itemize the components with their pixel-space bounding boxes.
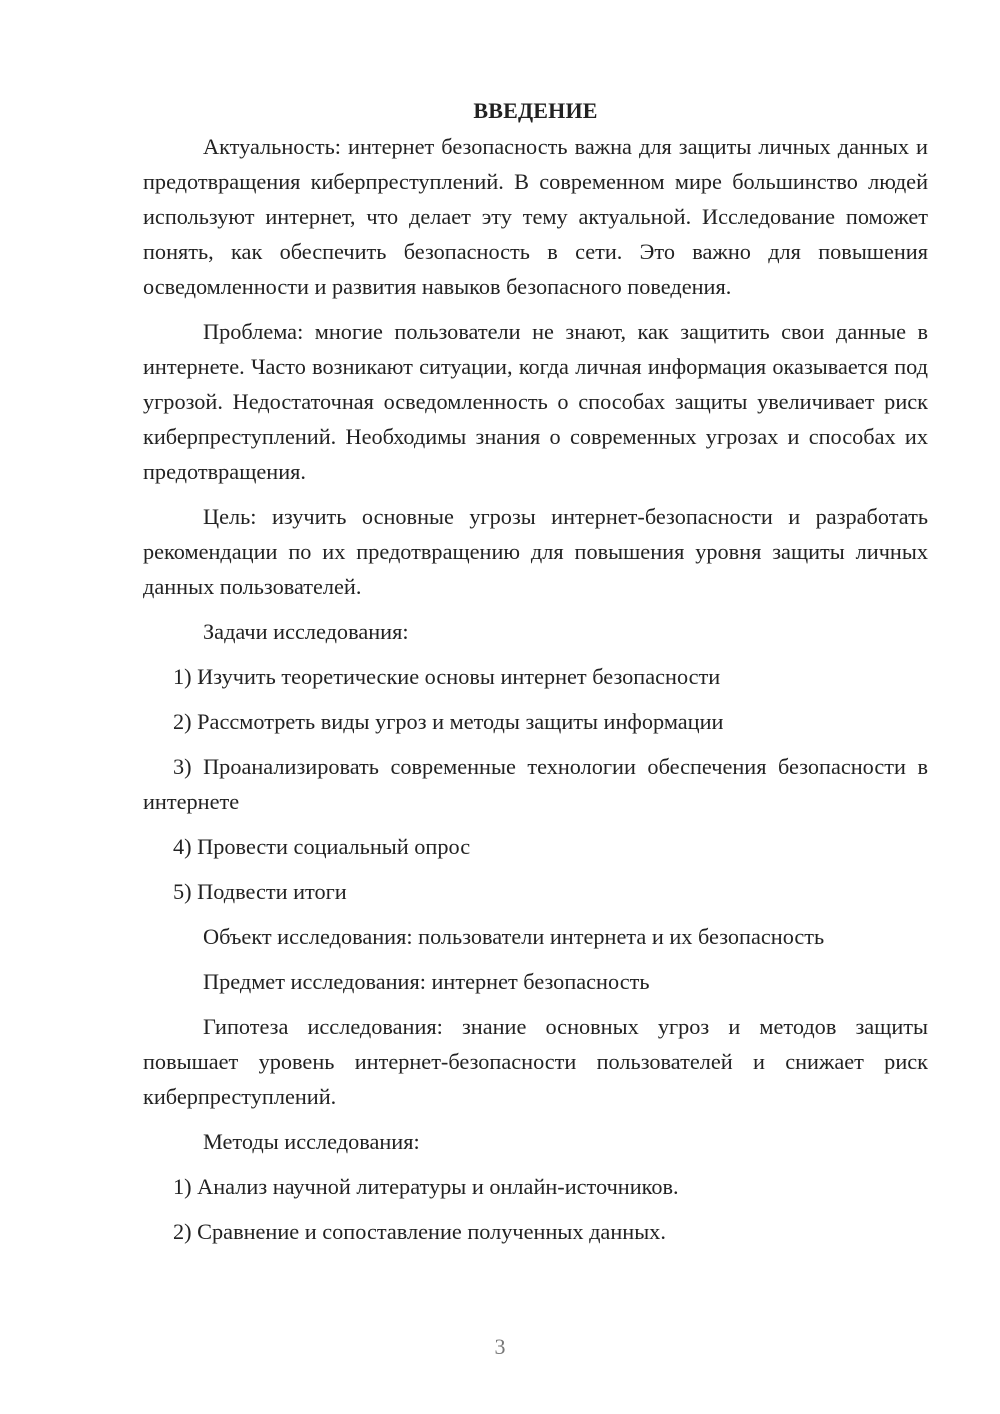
method-item: 2) Сравнение и сопоставление полученных данных.: [173, 1219, 666, 1244]
page-number: 3: [494, 1334, 506, 1359]
task-item: 4) Провести социальный опрос: [173, 834, 471, 859]
methods-heading: Методы исследования:: [203, 1129, 420, 1154]
goal-paragraph: Цель: изучить основные угрозы интернет-безопасности и разработать рекомендации по их предотвращению для повышения уровня защиты личных данных пользователей.: [143, 504, 928, 599]
task-item: 3) Проанализировать современные технологии обеспечения безопасности в интернете: [143, 754, 928, 814]
document-page: [143, 93, 928, 1249]
relevance-paragraph: Актуальность: интернет безопасность важна для защиты личных данных и предотвращения киберпреступлений. В современном мире большинство людей используют интернет, что делает эту тему актуальной. Исследование поможет понять, как обеспечить безопасность в сети. Это важно для повышения осведомленности и развития навыков безопасного поведения.: [143, 134, 928, 299]
hypothesis-paragraph: Гипотеза исследования: знание основных угроз и методов защиты повышает уровень интернет-безопасности пользователей и снижает риск киберпреступлений.: [143, 1014, 928, 1109]
task-item: 1) Изучить теоретические основы интернет безопасности: [173, 664, 721, 689]
method-item: 1) Анализ научной литературы и онлайн-источников.: [173, 1174, 679, 1199]
research-subject: Предмет исследования: интернет безопасность: [203, 969, 650, 994]
research-object: Объект исследования: пользователи интернета и их безопасность: [203, 924, 825, 949]
tasks-heading: Задачи исследования:: [203, 619, 409, 644]
task-item: 5) Подвести итоги: [173, 879, 347, 904]
task-item: 2) Рассмотреть виды угроз и методы защиты информации: [173, 709, 724, 734]
problem-paragraph: Проблема: многие пользователи не знают, как защитить свои данные в интернете. Часто возникают ситуации, когда личная информация оказывается под угрозой. Недостаточная осведомленность о способах защиты увеличивает риск киберпреступлений. Необходимы знания о современных угрозах и способах их предотвращения.: [143, 319, 928, 484]
section-title: ВВЕДЕНИЕ: [473, 98, 598, 123]
